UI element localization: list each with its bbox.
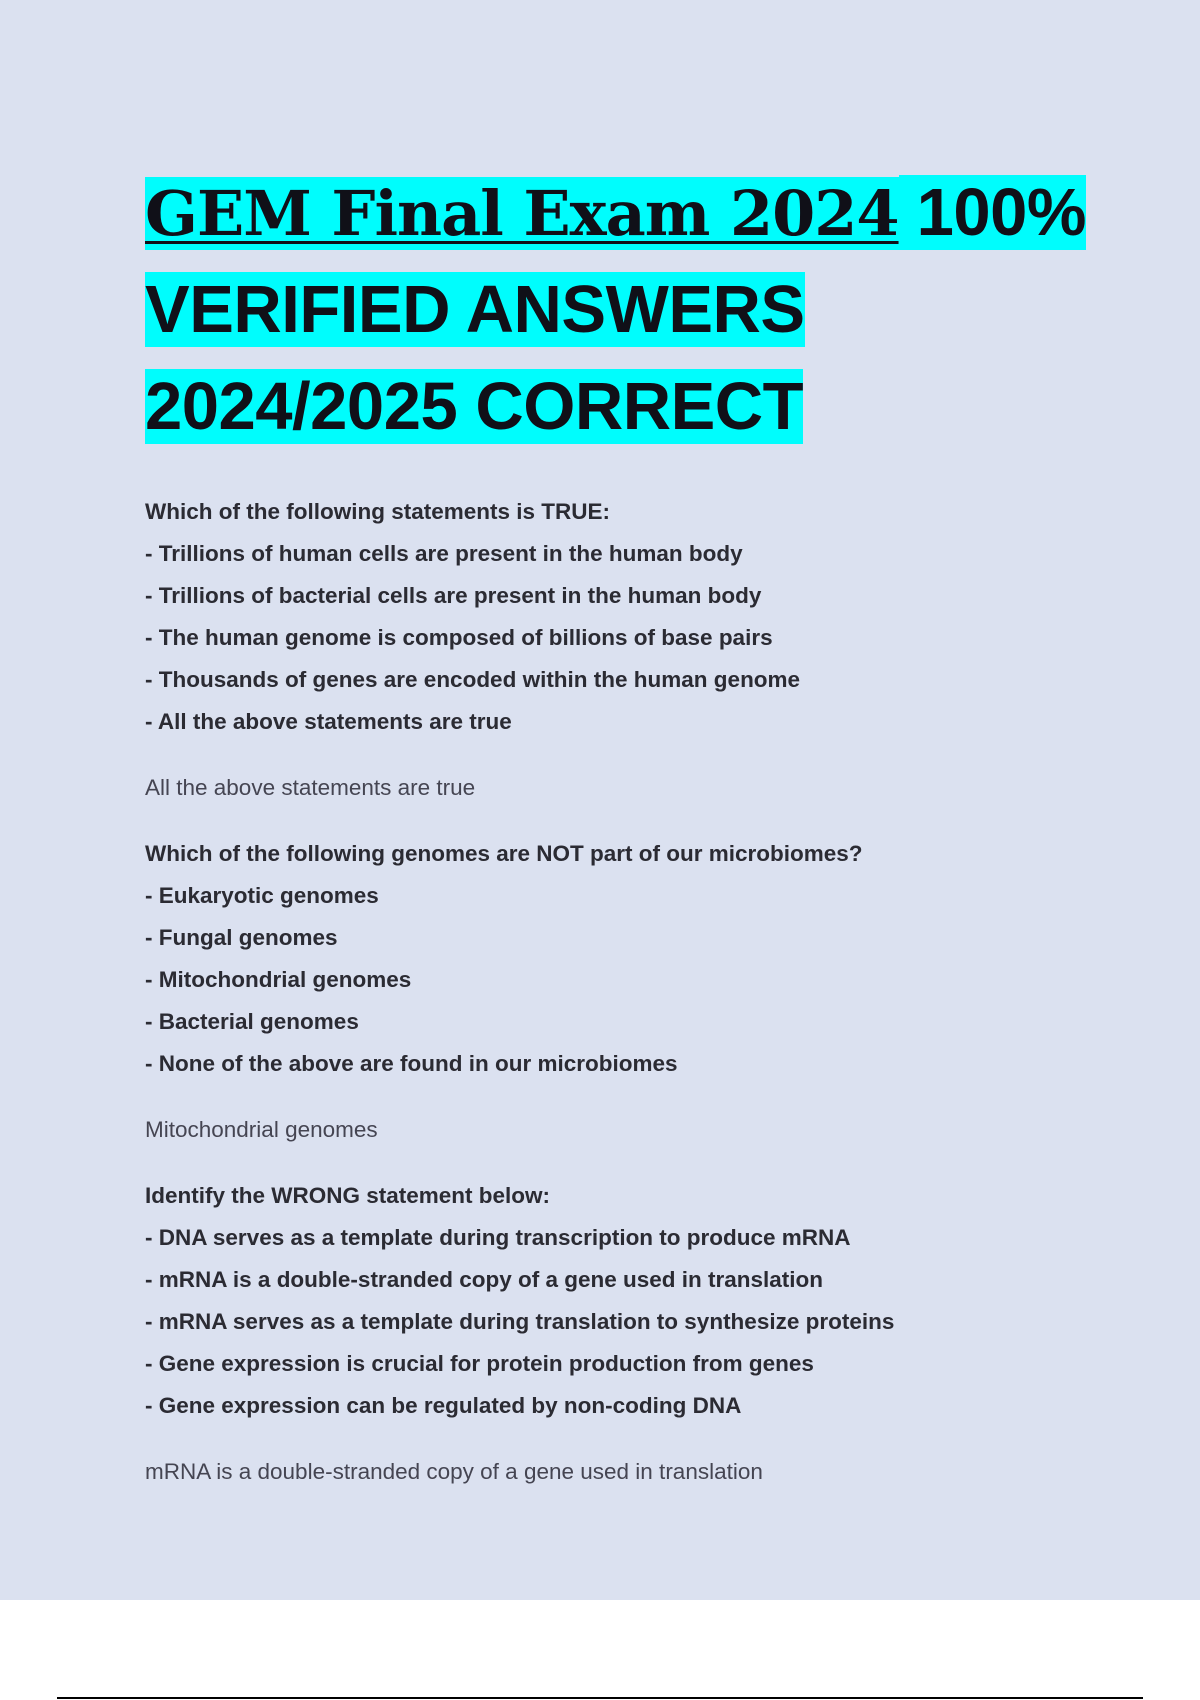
- answer-option: - Gene expression can be regulated by non-coding DNA: [145, 1393, 742, 1418]
- answer-option: - Bacterial genomes: [145, 1009, 359, 1034]
- answer-option: - None of the above are found in our microbiomes: [145, 1051, 678, 1076]
- question-block-3: [145, 1175, 1095, 1493]
- answer-option: - Trillions of human cells are present in the human body: [145, 541, 743, 566]
- title-course-name: GEM Final Exam 2024: [145, 177, 899, 250]
- answer-option: - DNA serves as a template during transcription to produce mRNA: [145, 1225, 851, 1250]
- answer-option: - mRNA is a double-stranded copy of a gene used in translation: [145, 1267, 824, 1292]
- footer-divider: [57, 1697, 1143, 1699]
- document-content: [145, 170, 1095, 1517]
- question-text: Which of the following statements is TRUE:: [145, 499, 611, 524]
- question-text: Identify the WRONG statement below:: [145, 1183, 551, 1208]
- question-text: Which of the following genomes are NOT part of our microbiomes?: [145, 841, 863, 866]
- answer-option: - mRNA serves as a template during translation to synthesize proteins: [145, 1309, 895, 1334]
- question-block-1: [145, 491, 1095, 809]
- answer-option: - Mitochondrial genomes: [145, 967, 412, 992]
- answer-option: - Thousands of genes are encoded within the human genome: [145, 667, 801, 692]
- answer-option: - Fungal genomes: [145, 925, 338, 950]
- correct-answer: All the above statements are true: [145, 775, 476, 800]
- answer-option: - The human genome is composed of billions of base pairs: [145, 625, 773, 650]
- answer-option: - Gene expression is crucial for protein production from genes: [145, 1351, 814, 1376]
- correct-answer: Mitochondrial genomes: [145, 1117, 378, 1142]
- title-verified-answers: 100% VERIFIED ANSWERS 2024/2025 CORRECT: [145, 175, 1087, 444]
- answer-option: - All the above statements are true: [145, 709, 512, 734]
- answer-option: - Trillions of bacterial cells are present in the human body: [145, 583, 762, 608]
- answer-option: - Eukaryotic genomes: [145, 883, 379, 908]
- document-title: [145, 170, 1095, 461]
- question-block-2: [145, 833, 1095, 1151]
- correct-answer: mRNA is a double-stranded copy of a gene used in translation: [145, 1459, 763, 1484]
